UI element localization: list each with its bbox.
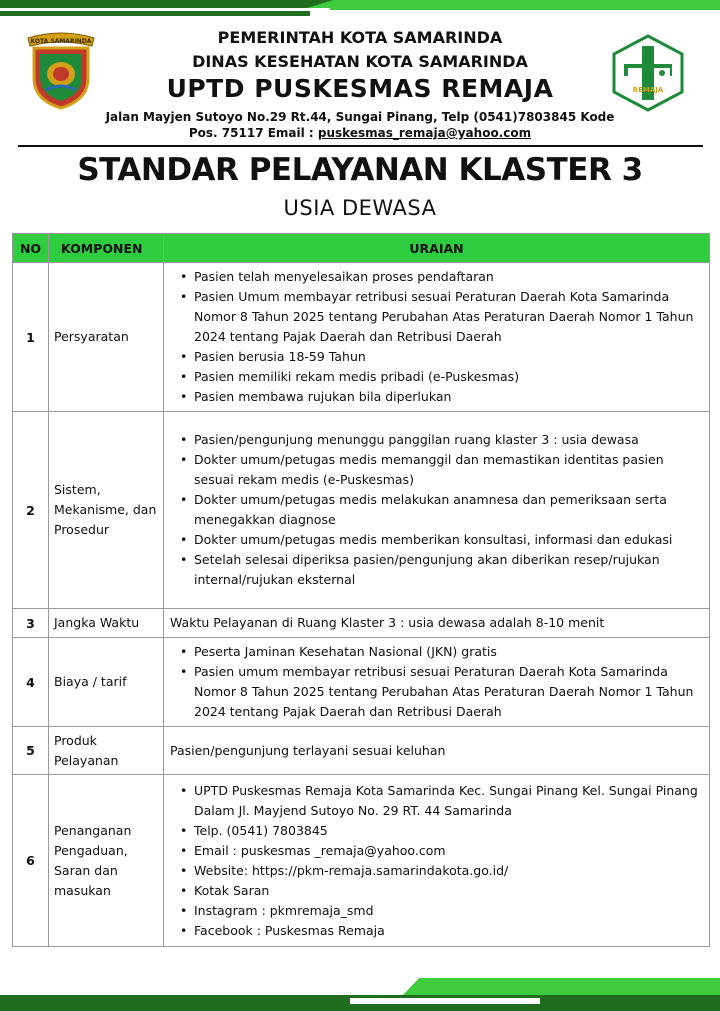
puskesmas-remaja-logo [612, 34, 684, 112]
table-row [13, 263, 710, 412]
row-component: Persyaratan [49, 263, 164, 412]
list-item: • Pasien/pengunjung menunggu panggilan ruang klaster 3 : usia dewasa [170, 430, 703, 450]
row-component: Sistem, Mekanisme, dan Prosedur [49, 412, 164, 609]
row-description [164, 638, 710, 727]
table-row [13, 775, 710, 947]
page-subtitle: USIA DEWASA [283, 196, 437, 220]
description-list [170, 430, 703, 590]
row-description: Pasien/pengunjung terlayani sesuai keluhan [164, 727, 710, 775]
table-header-row [13, 234, 710, 263]
row-number: 5 [13, 727, 49, 775]
column-header-uraian: URAIAN [164, 234, 710, 263]
description-list [170, 781, 703, 941]
row-number: 6 [13, 775, 49, 947]
list-item: • UPTD Puskesmas Remaja Kota Samarinda Kec. Sungai Pinang Kel. Sungai Pinang Dalam Jl. Mayjend Sutoyo No. 29 RT. 44 Samarinda [170, 781, 703, 821]
row-description [164, 263, 710, 412]
row-description [164, 412, 710, 609]
header-government: PEMERINTAH KOTA SAMARINDA [217, 28, 503, 47]
header-institution: UPTD PUSKESMAS REMAJA [166, 74, 554, 103]
description-list [170, 267, 703, 407]
column-header-komponen: KOMPONEN [49, 234, 164, 263]
row-description [164, 775, 710, 947]
crest-lettering: KOTA SAMARINDA [30, 38, 92, 45]
list-item: • Facebook : Puskesmas Remaja [170, 921, 703, 941]
list-item: • Kotak Saran [170, 881, 703, 901]
top-stripe-dark-2 [0, 11, 310, 16]
header-address-2 [100, 126, 620, 140]
page-title: STANDAR PELAYANAN KLASTER 3 [77, 152, 643, 188]
table-row [13, 609, 710, 638]
header-divider [18, 145, 703, 147]
service-standard-table [12, 233, 710, 947]
row-component: Jangka Waktu [49, 609, 164, 638]
bottom-stripe-gap [350, 998, 540, 1004]
list-item: • Pasien memiliki rekam medis pribadi (e-Puskesmas) [170, 367, 703, 387]
address-postal: Pos. 75117 Email : [188, 126, 318, 140]
list-item: • Pasien berusia 18-59 Tahun [170, 347, 703, 367]
row-number: 2 [13, 412, 49, 609]
list-item: • Pasien Umum membayar retribusi sesuai Peraturan Daerah Kota Samarinda Nomor 8 Tahun 2025 tentang Perubahan Atas Peraturan Daerah Nomor 1 Tahun 2024 tentang Pajak Daerah dan Retribusi Daerah [170, 287, 703, 347]
row-component: Produk Pelayanan [49, 727, 164, 775]
list-item: • Dokter umum/petugas medis memberikan konsultasi, informasi dan edukasi [170, 530, 703, 550]
list-item: • Peserta Jaminan Kesehatan Nasional (JKN) gratis [170, 642, 703, 662]
header-agency: DINAS KESEHATAN KOTA SAMARINDA [192, 52, 528, 71]
list-item: • Pasien membawa rujukan bila diperlukan [170, 387, 703, 407]
description-list [170, 642, 703, 722]
logo-lettering: REMAJA [632, 86, 664, 94]
list-item: • Telp. (0541) 7803845 [170, 821, 703, 841]
row-number: 1 [13, 263, 49, 412]
top-stripe-light [300, 0, 720, 10]
column-header-no: NO [13, 234, 49, 263]
list-item: • Setelah selesai diperiksa pasien/pengunjung akan diberikan resep/rujukan internal/rujukan eksternal [170, 550, 703, 590]
header-email-link[interactable]: puskesmas_remaja@yahoo.com [317, 126, 532, 140]
row-description: Waktu Pelayanan di Ruang Klaster 3 : usia dewasa adalah 8-10 menit [164, 609, 710, 638]
samarinda-crest-logo [24, 30, 98, 110]
row-number: 3 [13, 609, 49, 638]
table-row [13, 638, 710, 727]
list-item: • Pasien umum membayar retribusi sesuai Peraturan Daerah Kota Samarinda Nomor 8 Tahun 2025 tentang Perubahan Atas Peraturan Daerah Nomor 1 Tahun 2024 tentang Pajak Daerah dan Retribusi Daerah [170, 662, 703, 722]
list-item: • Dokter umum/petugas medis melakukan anamnesa dan pemeriksaan serta menegakkan diagnose [170, 490, 703, 530]
list-item: • Instagram : pkmremaja_smd [170, 901, 703, 921]
table-row [13, 727, 710, 775]
table-row [13, 412, 710, 609]
row-number: 4 [13, 638, 49, 727]
list-item: • Email : puskesmas _remaja@yahoo.com [170, 841, 703, 861]
header-address: Jalan Mayjen Sutoyo No.29 Rt.44, Sungai Pinang, Telp (0541)7803845 Kode [105, 110, 615, 124]
row-component: Penanganan Pengaduan, Saran dan masukan [49, 775, 164, 947]
row-component: Biaya / tarif [49, 638, 164, 727]
list-item: • Pasien telah menyelesaikan proses pendaftaran [170, 267, 703, 287]
list-item: • Dokter umum/petugas medis memanggil dan memastikan identitas pasien sesuai rekam medis (e-Puskesmas) [170, 450, 703, 490]
list-item: • Website: https://pkm-remaja.samarindakota.go.id/ [170, 861, 703, 881]
